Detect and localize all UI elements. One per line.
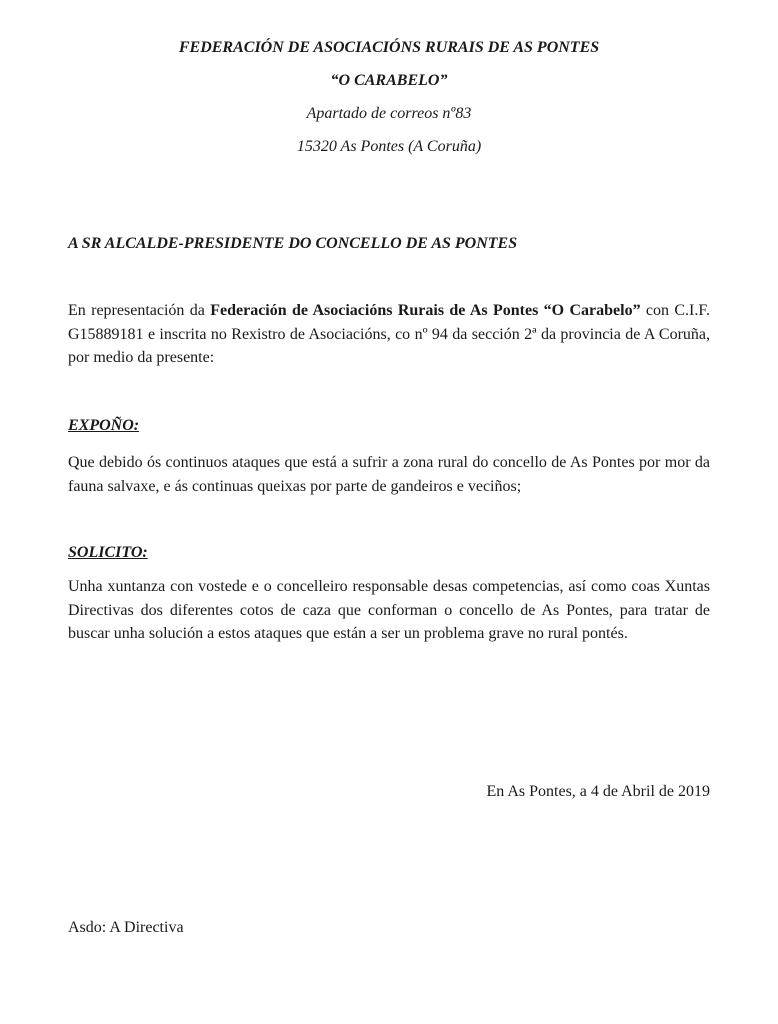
solicito-heading: SOLICITO: [68, 544, 148, 561]
intro-prefix: En representación da [68, 302, 211, 319]
expono-heading: EXPOÑO: [68, 417, 140, 434]
intro-paragraph [68, 299, 710, 370]
org-name: FEDERACIÓN DE ASOCIACIÓNS RURAIS DE AS PONTES [178, 39, 600, 56]
postal-city: 15320 As Pontes (A Coruña) [296, 138, 482, 155]
expono-paragraph: Que debido ós continuos ataques que está a sufrir a zona rural do concello de As Pontes por mor da fauna salvaxe, e ás continuas queixas por parte de gandeiros e veciños; [68, 454, 710, 495]
intro-org-name: Federación de Asociacións Rurais de As Pontes “O Carabelo” [210, 302, 641, 319]
date-line: En As Pontes, a 4 de Abril de 2019 [486, 783, 710, 800]
solicito-paragraph: Unha xuntanza con vostede e o concelleiro responsable desas competencias, así como coas Xuntas Directivas dos diferentes cotos de caza que conforman o concello de As Pontes, para tratar de buscar unha solución a estos ataques que están a ser un problema grave no rural pontés. [68, 578, 710, 642]
signature: Asdo: A Directiva [68, 919, 184, 936]
addressee: A SR ALCALDE-PRESIDENTE DO CONCELLO DE AS PONTES [68, 235, 518, 252]
org-alias: “O CARABELO” [330, 72, 448, 89]
intro-suffix: con C.I.F. G15889181 e inscrita no Rexistro de Asociacións, co nº 94 da sección 2ª da provincia de A Coruña, por medio da presente: [68, 302, 711, 366]
po-box: Apartado de correos nº83 [306, 105, 472, 122]
